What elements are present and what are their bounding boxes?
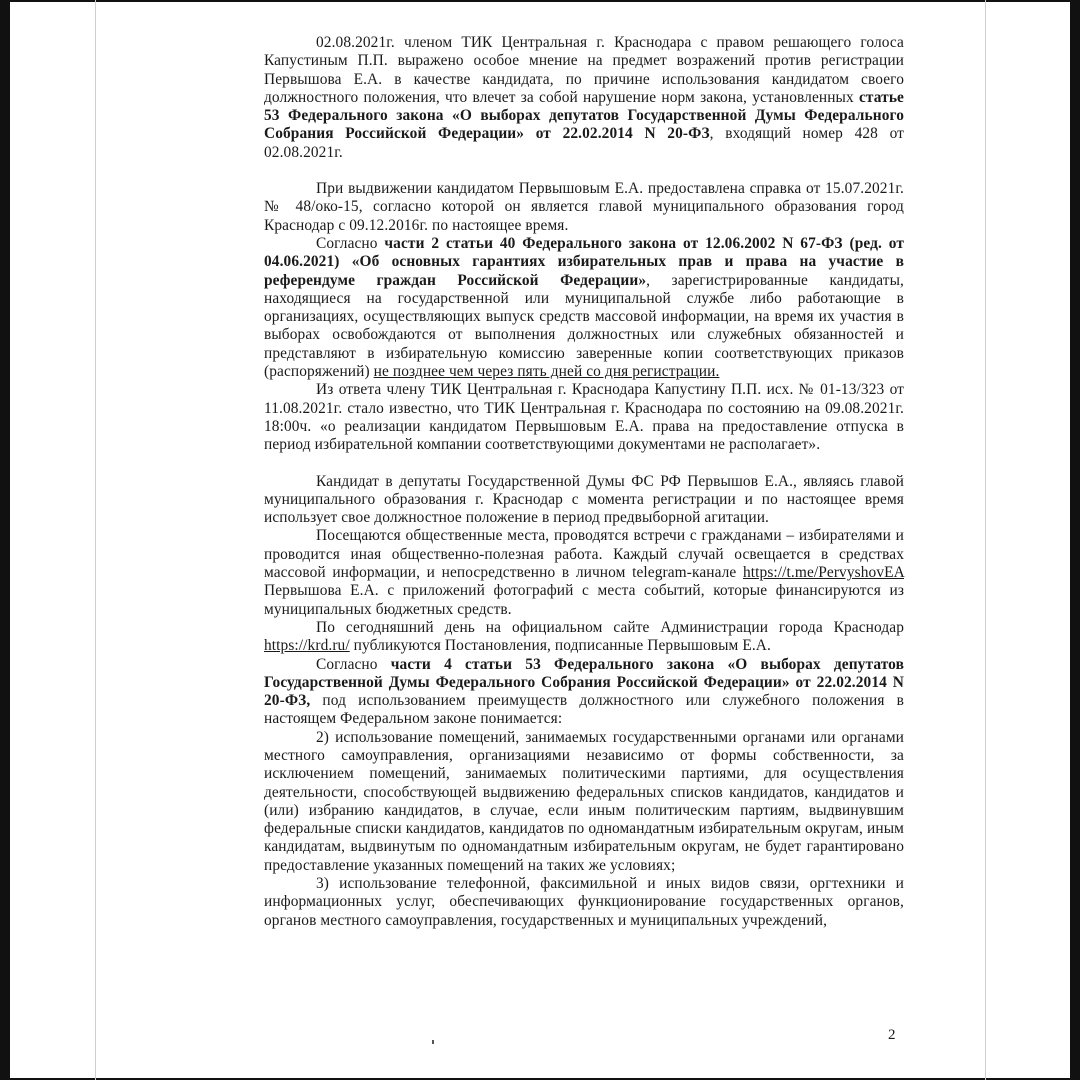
telegram-link[interactable]: https://t.me/PervyshovEA	[742, 564, 904, 582]
paragraph-official-site	[264, 619, 904, 656]
text: Согласно	[316, 234, 385, 252]
text: Первышова Е.А. с приложений фотографий с места событий, которые финансируются из муниципальных бюджетных средств.	[264, 582, 904, 618]
page-number: 2	[888, 1027, 896, 1043]
scan-edge-right	[985, 0, 986, 1080]
text: публикуются Постановления, подписанные Первышовым Е.А.	[349, 637, 771, 655]
krd-site-link[interactable]: https://krd.ru/	[264, 637, 350, 655]
spacer	[264, 162, 904, 180]
paragraph-law-article-53	[264, 656, 904, 729]
text: 02.08.2021г. членом ТИК Центральная г. Краснодара с правом решающего голоса Капустиным П.П. выражено особое мнение на предмет возражений против регистрации Первышова Е.А. в качестве кандидата, по причине использования кандидатом своего должностного положения, что влечет за собой нарушение норм закона, установленных	[264, 34, 904, 106]
paragraph-public-events	[264, 527, 904, 618]
text: , входящий номер 428 от 02.08.2021г.	[264, 125, 905, 161]
law-reference: части 4 статьи 53 Федерального закона «О выборах депутатов Государственной Думы Федерального Собрания Российской Федерации» от 22.02.2014 N 20-ФЗ,	[264, 655, 904, 710]
text: под использованием преимуществ должностного или служебного положения в настоящем Федеральном законе понимается:	[264, 692, 904, 728]
law-reference: части 2 статьи 40 Федерального закона от 12.06.2002 N 67-ФЗ (ред. от 04.06.2021) «Об основных гарантиях избирательных прав и права на участие в референдуме граждан Российской Федерации»	[264, 234, 904, 289]
paragraph-special-opinion	[264, 34, 904, 162]
paragraph-tik-response: Из ответа члену ТИК Центральная г. Краснодара Капустину П.П. исх. № 01-13/323 от 11.08.2021г. стало известно, что ТИК Центральная г. Краснодара по состоянию на 09.08.2021г. 18:00ч. «о реализации кандидатом Первышовым Е.А. права на предоставление отпуска в период избирательной компании соответствующими документами не располагает».	[264, 381, 904, 454]
paragraph-law-article-40	[264, 235, 904, 381]
spacer	[264, 455, 904, 473]
text: По сегодняшний день на официальном сайте Администрации города Краснодар	[316, 618, 904, 636]
text: Согласно	[316, 655, 391, 673]
paragraph-certificate: При выдвижении кандидатом Первышовым Е.А. предоставлена справка от 15.07.2021г. № 48/око-15, согласно которой он является главой муниципального образования город Краснодар с 09.12.2016г. по настоящее время.	[264, 180, 904, 234]
underlined-text: не позднее чем через пять дней со дня регистрации.	[373, 363, 720, 381]
paragraph-candidate: Кандидат в депутаты Государственной Думы ФС РФ Первышов Е.А., являясь главой муниципального образования г. Краснодар с момента регистрации и по настоящее время использует свое должностное положение в период предвыборной агитации.	[264, 472, 904, 527]
list-item-2: 2) использование помещений, занимаемых государственными органами или органами местного самоуправления, организациями независимо от формы собственности, за исключением помещений, занимаемых политическими партиями, для осуществления деятельности, способствующей выдвижению федеральных списков кандидатов, кандидатов и (или) избранию кандидатов, в случае, если иным политическим партиям, выдвинувшим федеральные списки кандидатов, кандидатов по одномандатным избирательным округам, иным кандидатам, выдвинутым по одномандатным избирательным округам, не будет гарантировано предоставление указанных помещений на таких же условиях;	[264, 728, 904, 874]
scan-edge-left	[95, 0, 96, 1080]
text: Посещаются общественные места, проводятся встречи с гражданами – избирателями и проводится иная общественно-полезная работа. Каждый случай освещается в средствах массовой информации, и непосредственно в личном telegram-канале	[264, 527, 904, 582]
text: , зарегистрированные кандидаты, находящиеся на государственной или муниципальной службе либо работающие в организациях, осуществляющих выпуск средств массовой информации, на время их участия в выборах освобождаются от выполнения должностных или служебных обязанностей и представляют в избирательную комиссию заверенные копии соответствующих приказов (распоряжений)	[264, 271, 904, 381]
list-item-3: 3) использование телефонной, факсимильной и иных видов связи, оргтехники и информационных услуг, обеспечивающих функционирование государственных органов, органов местного самоуправления, государственных и муниципальных учреждений,	[264, 875, 904, 929]
scan-speck	[432, 1040, 434, 1044]
document-body	[264, 34, 904, 930]
law-reference: статье 53 Федерального закона «О выборах депутатов Государственной Думы Федерального Собрания Российской Федерации» от 22.02.2014 N 20-ФЗ	[264, 88, 904, 143]
